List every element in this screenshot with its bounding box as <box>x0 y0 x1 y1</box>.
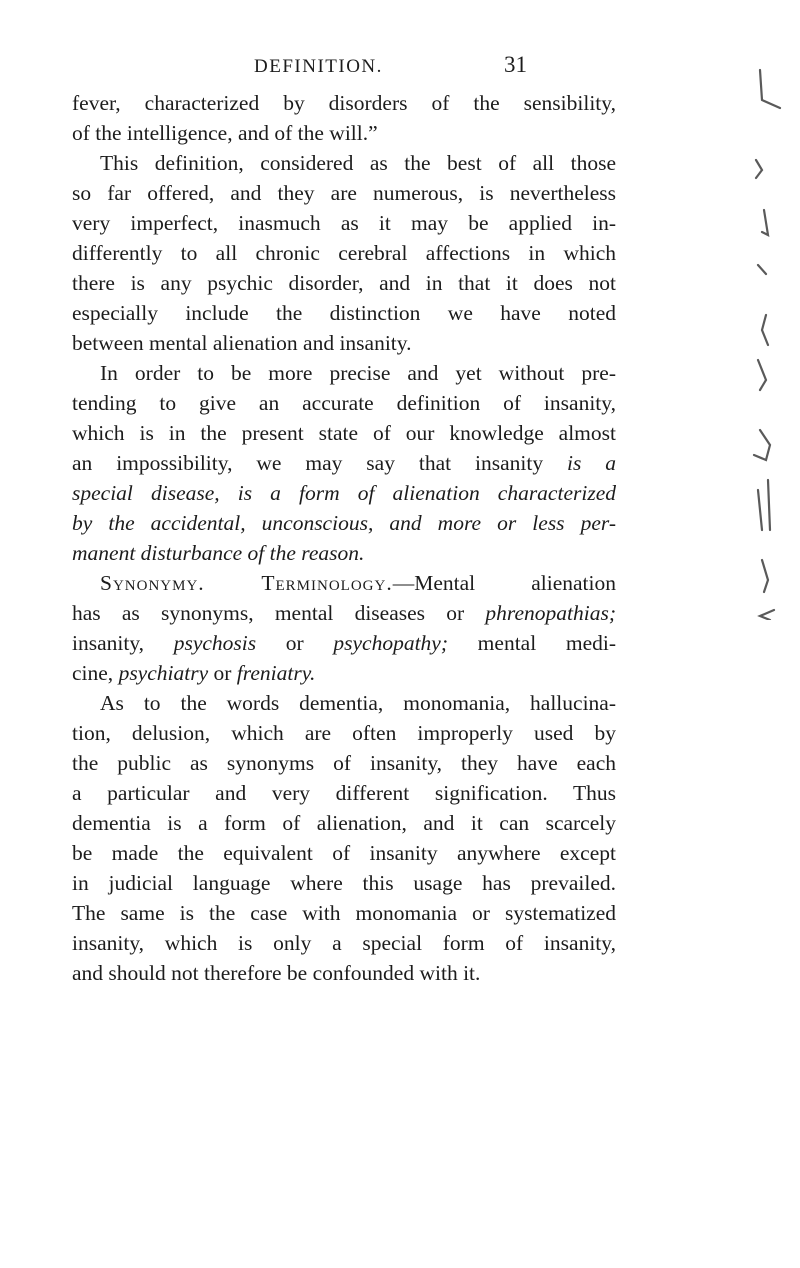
text-line: be made the equivalent of insanity anywhere except <box>72 841 616 865</box>
italic-term: psychiatry <box>118 661 209 685</box>
italic-term: psychopathy; <box>333 631 449 655</box>
italic-term: freniatry. <box>236 661 316 685</box>
italic-definition: manent disturbance of the reason. <box>72 541 365 565</box>
italic-definition: is a <box>567 451 616 475</box>
text-line: fever, characterized by disorders of the sensibility, <box>72 91 616 115</box>
text-line: there is any psychic disorder, and in that it does not <box>72 271 616 295</box>
text-run: or <box>256 631 334 655</box>
text-line: tending to give an accurate definition of insanity, <box>72 391 616 415</box>
text-run: an impossibility, we may say that insanity <box>72 451 567 475</box>
text-line: As to the words dementia, monomania, hallucina- <box>100 691 616 715</box>
text-line <box>72 628 616 658</box>
text-run: has as synonyms, mental diseases or <box>72 601 486 625</box>
text-line: The same is the case with monomania or systematized <box>72 901 616 925</box>
text-line: dementia is a form of alienation, and it can scarcely <box>72 811 616 835</box>
text-line <box>72 448 616 478</box>
text-run: insanity, <box>72 631 174 655</box>
text-line: the public as synonyms of insanity, they have each <box>72 751 616 775</box>
page-number: 31 <box>504 52 527 77</box>
text-line <box>72 568 616 598</box>
text-line: and should not therefore be confounded with it. <box>72 961 481 985</box>
text-run: —Mental alienation <box>392 571 616 595</box>
italic-term: psychosis <box>173 631 257 655</box>
text-line: so far offered, and they are numerous, is nevertheless <box>72 181 616 205</box>
text-line: tion, delusion, which are often improperly used by <box>72 721 616 745</box>
margin-pencil-marks <box>740 60 790 620</box>
text-line: between mental alienation and insanity. <box>72 331 412 355</box>
section-heading: Synonymy. Terminology. <box>100 571 393 595</box>
italic-definition: by the accidental, unconscious, and more or less per- <box>72 511 616 535</box>
text-line: In order to be more precise and yet without pre- <box>100 361 616 385</box>
text-line: This definition, considered as the best of all those <box>100 151 616 175</box>
text-line: differently to all chronic cerebral affections in which <box>72 241 616 265</box>
text-line: a particular and very different signification. Thus <box>72 781 616 805</box>
text-run: or <box>208 661 237 685</box>
page-header <box>254 52 694 84</box>
text-line: of the intelligence, and of the will.” <box>72 121 378 145</box>
text-line: which is in the present state of our knowledge almost <box>72 421 616 445</box>
text-line: insanity, which is only a special form of insanity, <box>72 931 616 955</box>
running-head: DEFINITION. <box>254 56 383 77</box>
text-line: especially include the distinction we have noted <box>72 301 616 325</box>
text-line: very imperfect, inasmuch as it may be applied in- <box>72 211 616 235</box>
text-line: in judicial language where this usage has prevailed. <box>72 871 616 895</box>
text-line <box>72 658 616 688</box>
text-run: mental medi- <box>448 631 616 655</box>
body-text <box>72 88 616 988</box>
italic-term: phrenopathias; <box>485 601 616 625</box>
text-run: cine, <box>72 661 119 685</box>
italic-definition: special disease, is a form of alienation characterized <box>72 481 616 505</box>
text-line <box>72 598 616 628</box>
